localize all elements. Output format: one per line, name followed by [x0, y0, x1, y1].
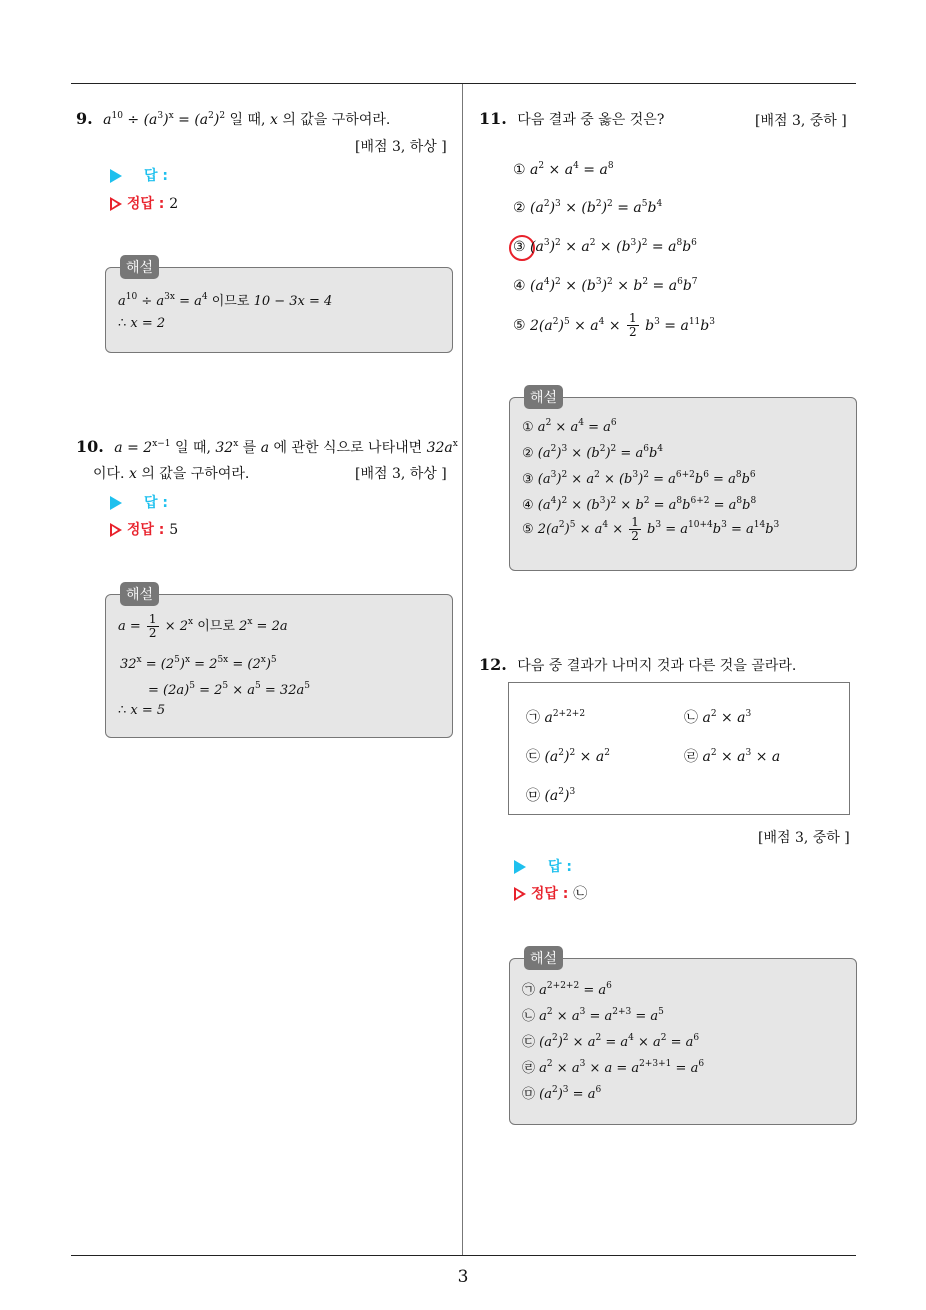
q10-exp-line1: a = $\frac{1}{2}$ × $2^x$ 이므로 $2^x = 2a$	[118, 612, 288, 640]
q12-choice-3: ㉢ $(a^2)^2 \times a^2$	[526, 748, 610, 765]
q12-choice-2: ㉡ $a^2 \times a^3$	[684, 709, 752, 726]
page-number: 3	[457, 1267, 469, 1287]
q9-stem: 9. $a^{10} \div (a^3)^x = (a^2)^2$ 일 때, x 의 값을 구하여라.	[76, 109, 391, 128]
q11-number: 11.	[479, 109, 507, 128]
q9-answer-line	[110, 165, 168, 185]
q11-stem: 11. 다음 결과 중 옳은 것은?	[479, 109, 665, 128]
top-rule	[71, 83, 856, 84]
answer-arrow-icon	[110, 169, 122, 183]
q9-answer-label: 답 :	[144, 168, 168, 184]
q11-exp-line5: ⑤ $2(a^2)^5 \times a^4$ × $\frac{1}{2}$ $b^3 = a^{10+4}b^3 = a^{14}b^3$	[522, 515, 780, 543]
q11-exp-line4: ④ $(a^4)^2 \times (b^3)^2 \times b^2 = a^8b^{6+2} = a^8b^8$	[522, 496, 757, 513]
q10-score: [배점 3, 하상 ]	[355, 466, 447, 482]
q11-choice-2: ② $(a^2)^3 \times (b^2)^2 = a^5b^4$	[513, 199, 663, 216]
q9-correct-label: 정답 :	[126, 196, 165, 212]
q11-exp-line1: ① $a^2 \times a^4 = a^6$	[522, 418, 617, 435]
q10-stem-line1: 10. $a = 2^{x-1}$ 일 때, 32$^x$ 를 a 에 관한 식으로 나타내면 $32a^x$	[76, 437, 458, 456]
q10-explanation-tag: 해설	[120, 582, 159, 606]
q9-expression: $a^{10} \div (a^3)^x = (a^2)^2$	[103, 111, 226, 128]
q9-exp-line2: ∴ x = 2	[118, 316, 166, 331]
q12-correct-label: 정답 :	[530, 886, 569, 902]
q12-choice-4: ㉣ $a^2 \times a^3 \times a$	[684, 748, 781, 765]
q9-correct-value: 2	[169, 196, 179, 212]
q9-number: 9.	[76, 109, 93, 128]
q9-explanation-tag: 해설	[120, 255, 159, 279]
q11-choice-3: ③ $(a^3)^2 \times a^2 \times (b^3)^2 = a^8b^6$	[513, 238, 697, 255]
q10-exp-line2: $32^x = (2^5)^x = 2^{5x} = (2^x)^5$	[120, 655, 277, 672]
q12-correct-line	[514, 883, 587, 903]
q10-answer-line	[110, 492, 168, 512]
q10-correct-line	[110, 519, 178, 539]
q12-correct-value: ㉡	[573, 886, 588, 902]
bottom-rule	[71, 1255, 856, 1256]
q12-explanation-box	[509, 951, 857, 1125]
q12-choice-5: ㉤ $(a^2)^3$	[526, 787, 576, 804]
q9-score: [배점 3, 하상 ]	[355, 139, 447, 155]
q11-choice-4: ④ $(a^4)^2 \times (b^3)^2 \times b^2 = a^6b^7$	[513, 277, 698, 294]
q10-correct-label: 정답 :	[126, 522, 165, 538]
correct-arrow-icon	[110, 197, 122, 211]
q12-stem: 12. 다음 중 결과가 나머지 것과 다른 것을 골라라.	[479, 655, 797, 674]
q12-explanation-tag: 해설	[524, 946, 563, 970]
q10-stem-line2: 이다. x 의 값을 구하여라.	[93, 466, 250, 482]
q12-score: [배점 3, 중하 ]	[758, 830, 850, 846]
column-divider	[462, 84, 463, 1256]
q12-exp-line5: ㉤ $(a^2)^3 = a^6$	[522, 1085, 602, 1102]
correct-arrow-icon	[110, 523, 122, 537]
q12-exp-line2: ㉡ $a^2 \times a^3 = a^{2+3} = a^5$	[522, 1007, 664, 1024]
q9-explanation-box	[105, 260, 453, 353]
q11-explanation-box	[509, 390, 857, 571]
q10-number: 10.	[76, 437, 104, 456]
q9-stem-text-b: 의 값을 구하여라.	[282, 112, 391, 128]
q12-exp-line1: ㉠ $a^{2+2+2} = a^6$	[522, 981, 612, 998]
correct-arrow-icon	[514, 887, 526, 901]
answer-arrow-icon	[514, 860, 526, 874]
q10-exp-line3: = $(2a)^5 = 2^5 \times a^5 = 32a^5$	[148, 681, 310, 698]
q11-choice-1: ① $a^2 \times a^4 = a^8$	[513, 161, 614, 178]
q10-explanation-box	[105, 587, 453, 738]
q10-exp-line4: ∴ x = 5	[118, 703, 166, 718]
q11-exp-line2: ② $(a^2)^3 \times (b^2)^2 = a^6b^4$	[522, 444, 663, 461]
q11-exp-line3: ③ $(a^3)^2 \times a^2 \times (b^3)^2 = a^{6+2}b^6 = a^8b^6$	[522, 470, 756, 487]
q10-correct-value: 5	[169, 522, 179, 538]
q9-exp-line1: $a^{10} \div a^{3x} = a^4$ 이므로 10 − 3x = 4	[118, 292, 333, 309]
q12-exp-line3: ㉢ $(a^2)^2 \times a^2 = a^4 \times a^2 = a^6$	[522, 1033, 700, 1050]
q9-stem-text-a: 일 때,	[229, 112, 266, 128]
q12-answer-line	[514, 856, 572, 876]
q9-correct-line	[110, 193, 178, 213]
q12-exp-line4: ㉣ $a^2 \times a^3 \times a = a^{2+3+1} = a^6$	[522, 1059, 705, 1076]
q11-choice-5: ⑤ $2(a^2)^5 \times a^4$ × $\frac{1}{2}$ $b^3 = a^{11}b^3$	[513, 311, 715, 339]
answer-arrow-icon	[110, 496, 122, 510]
q12-number: 12.	[479, 655, 507, 674]
q12-answer-label: 답 :	[548, 859, 572, 875]
q11-explanation-tag: 해설	[524, 385, 563, 409]
q11-score: [배점 3, 중하 ]	[755, 113, 847, 129]
q12-choice-1: ㉠ $a^{2+2+2}$	[526, 709, 586, 726]
q10-answer-label: 답 :	[144, 495, 168, 511]
